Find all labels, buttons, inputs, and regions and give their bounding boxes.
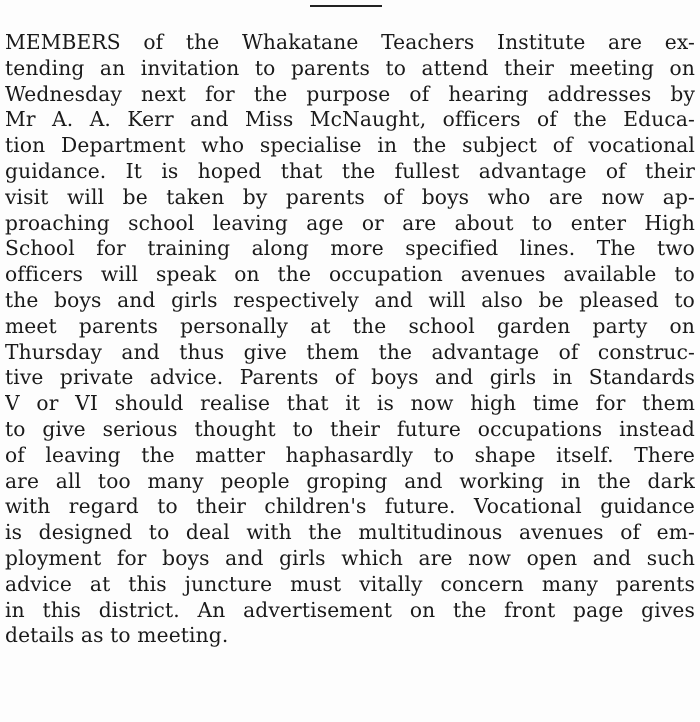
article-line: ployment for boys and girls which are now open and such — [5, 545, 695, 570]
article-line: V or VI should realise that it is now high time for them — [5, 391, 695, 416]
article-line: Wednesday next for the purpose of hearing addresses by — [5, 81, 695, 106]
article-line: the boys and girls respectively and will also be pleased to — [5, 287, 695, 312]
article-line: Thursday and thus give them the advantage of construc- — [5, 339, 695, 364]
article-line: advice at this juncture must vitally concern many parents — [5, 571, 695, 596]
article-line: tion Department who specialise in the subject of vocational — [5, 133, 695, 158]
article-line: in this district. An advertisement on the front page gives — [5, 597, 695, 622]
article-line: School for training along more specified lines. The two — [5, 236, 695, 261]
article-line: visit will be taken by parents of boys who are now ap- — [5, 184, 695, 209]
article-line: of leaving the matter haphasardly to shape itself. There — [5, 442, 695, 467]
article-line: are all too many people groping and working in the dark — [5, 468, 695, 493]
article-line: with regard to their children's future. Vocational guidance — [5, 494, 695, 519]
article-line: tive private advice. Parents of boys and girls in Standards — [5, 365, 695, 390]
article-line: meet parents personally at the school garden party on — [5, 313, 695, 338]
article-line: to give serious thought to their future occupations instead — [5, 416, 695, 441]
article-line: Mr A. A. Kerr and Miss McNaught, officers of the Educa- — [5, 107, 695, 132]
article-line: MEMBERS of the Whakatane Teachers Institute are ex- — [5, 30, 695, 54]
article-line: details as to meeting. — [5, 623, 229, 648]
article-body — [5, 30, 695, 649]
article-line: proaching school leaving age or are about to enter High — [5, 210, 695, 235]
article-line: guidance. It is hoped that the fullest advantage of their — [5, 158, 695, 183]
column-rule — [310, 5, 382, 7]
article-line: officers will speak on the occupation avenues available to — [5, 262, 695, 287]
article-line: is designed to deal with the multitudinous avenues of em- — [5, 520, 695, 545]
article-line: tending an invitation to parents to attend their meeting on — [5, 55, 695, 80]
